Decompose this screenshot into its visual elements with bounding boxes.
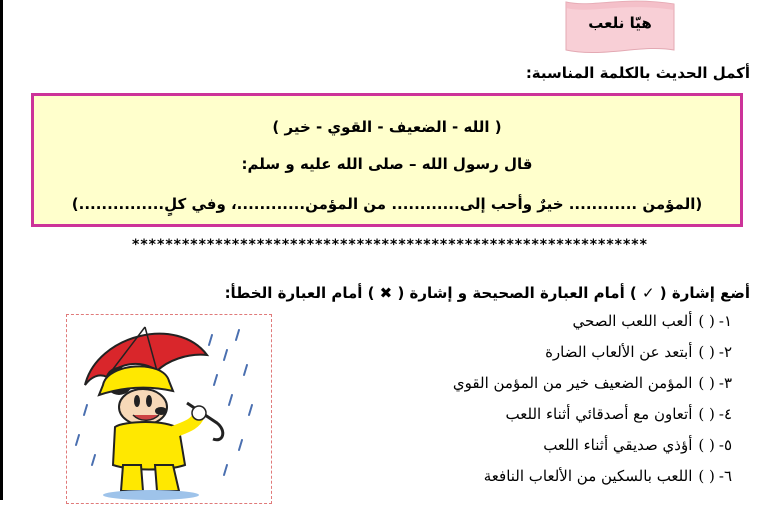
item-number: ٤- [718, 405, 732, 423]
page-left-border [0, 0, 3, 500]
statement-text: أؤذي صديقي أثناء اللعب [543, 436, 693, 454]
item-number: ١- [718, 312, 732, 330]
banner-title: هيّا نلعب [588, 14, 652, 32]
item-number: ٢- [718, 343, 732, 361]
statement-item [573, 312, 732, 330]
statement-item [543, 436, 732, 454]
statement-item [453, 374, 732, 392]
answer-blank[interactable]: ( ) [698, 343, 715, 361]
item-number: ٣- [718, 374, 732, 392]
answer-blank[interactable]: ( ) [698, 436, 715, 454]
item-number: ٦- [718, 467, 732, 485]
hadith-text: (المؤمن ............ خيرٌ وأحب إلى............ من المؤمن............، وفي كلٍ...............) [71, 195, 703, 213]
answer-blank[interactable]: ( ) [698, 374, 715, 392]
statement-text: ألعب اللعب الصحي [572, 312, 693, 330]
statement-text: أبتعد عن الألعاب الضارة [545, 343, 693, 361]
statement-item [545, 343, 732, 361]
star-separator: ************************************************************** [132, 237, 648, 253]
hadith-intro: قال رسول الله – صلى الله عليه و سلم: [241, 155, 533, 173]
hadith-box [31, 93, 743, 227]
statement-text: اللعب بالسكين من الألعاب النافعة [483, 467, 693, 485]
illustration-frame [66, 314, 272, 504]
title-banner [562, 0, 678, 56]
exercise1-heading: أكمل الحديث بالكلمة المناسبة: [525, 64, 750, 82]
statement-item [484, 467, 732, 485]
item-number: ٥- [718, 436, 732, 454]
answer-blank[interactable]: ( ) [698, 467, 715, 485]
statement-item [506, 405, 732, 423]
answer-blank[interactable]: ( ) [698, 405, 715, 423]
word-bank: ( الله - الضعيف - القوي - خير ) [272, 118, 502, 136]
answer-blank[interactable]: ( ) [698, 312, 715, 330]
statement-text: المؤمن الضعيف خير من المؤمن القوي [452, 374, 693, 392]
statement-text: أتعاون مع أصدقائي أثناء اللعب [505, 405, 693, 423]
exercise2-instruction: أضع إشارة ( ✓ ) أمام العبارة الصحيحة و إشارة ( ✖ ) أمام العبارة الخطأ: [224, 284, 750, 302]
mouse-umbrella-illustration [67, 315, 271, 501]
